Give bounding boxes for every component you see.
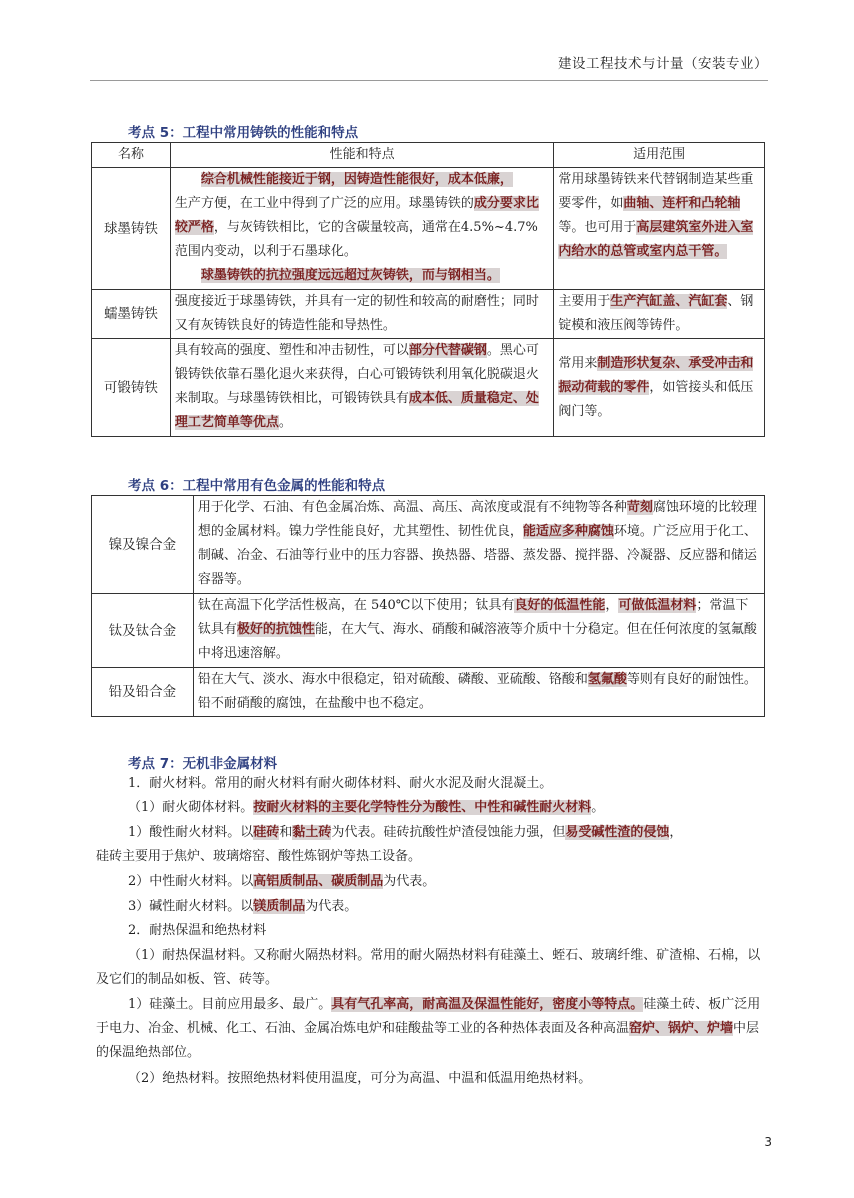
header-rule (90, 80, 768, 81)
highlight: 氢氟酸 (587, 672, 627, 687)
material-name: 蠕墨铸铁 (92, 290, 171, 339)
highlight: 窑炉、锅炉、炉墙 (629, 1021, 734, 1036)
material-name: 铅及铅合金 (92, 668, 194, 717)
text: 。 (278, 415, 292, 430)
text: 中层的保温绝热部位。 (96, 1021, 760, 1060)
page-number: 3 (764, 1135, 772, 1149)
highlight: 成分要求比较严格 (174, 196, 539, 235)
material-name: 球墨铸铁 (92, 168, 171, 290)
description-cell (193, 668, 764, 717)
highlight: 可做低温材料 (618, 598, 697, 613)
text: 能，在大气、海水、硝酸和碱溶液等介质中十分稳定。但在任何浓度的氢氟酸中将迅速溶解。 (197, 622, 757, 661)
text: 常用球墨铸铁来代替钢制造某些重要零件，如 (558, 172, 754, 211)
highlight: 能适应多种腐蚀 (522, 524, 614, 539)
text: 2）中性耐火材料。以 (128, 874, 254, 889)
running-header: 建设工程技术与计量（安装专业） (558, 56, 768, 72)
text: 生产方便，在工业中得到了广泛的应用。球墨铸铁的 (174, 196, 474, 211)
table-row (92, 290, 765, 339)
highlight: 综合机械性能接近于钢，因铸造性能很好，成本低廉， (200, 172, 513, 187)
table-header-row (92, 143, 765, 168)
scope-cell (554, 290, 765, 339)
text: ， (605, 598, 619, 613)
material-name: 镍及镍合金 (92, 496, 194, 594)
highlight: 制造形状复杂、承受冲击和振动荷载的零件 (558, 355, 754, 395)
highlight: 曲轴、连杆和凸轮轴 (623, 196, 741, 211)
text: ，与灰铸铁相比，它的含碳量较高，通常在4.5%~4.7%范围内变动，以利于石墨球化。 (174, 220, 538, 259)
scope-cell (554, 168, 765, 290)
text: 1）酸性耐火材料。以 (128, 825, 254, 840)
text: 1）硅藻土。目前应用最多、最广。 (128, 997, 332, 1012)
section-title-kp5: 考点 5：工程中常用铸铁的性能和特点 (128, 125, 359, 141)
text: 为代表。 (383, 874, 436, 889)
paragraph (96, 993, 766, 1065)
text: 3）碱性耐火材料。以 (128, 899, 254, 914)
description-cell (193, 496, 764, 594)
highlight: 苛刻 (626, 500, 653, 515)
text: 等。也可用于 (558, 220, 637, 235)
text: 用于化学、石油、有色金属冶炼、高温、高压、高浓度或混有不纯物等各种 (197, 500, 627, 515)
paragraph (96, 870, 766, 894)
highlight: 按耐火材料的主要化学特性分为酸性、中性和碱性耐火材料 (253, 800, 592, 815)
table-row (92, 339, 765, 437)
properties-cell (170, 339, 553, 437)
table-row (92, 668, 765, 717)
text: 腐蚀环境的比较理想的金属材料。镍力学性能良好，尤其塑性、韧性优良， (197, 500, 757, 539)
section-title-kp6: 考点 6：工程中常用有色金属的性能和特点 (128, 478, 386, 494)
text: ，如管接头和低压阀门等。 (558, 379, 754, 419)
table-row (92, 168, 765, 290)
text: ；常温下钛具有 (197, 598, 749, 637)
text: 具有较高的强度、塑性和冲击韧性，可以 (174, 343, 409, 358)
text: 、钢锭模和液压阀等铸件。 (558, 294, 754, 333)
paragraph: 2．耐热保温和绝热材料 (128, 923, 267, 938)
highlight: 镁质制品 (253, 899, 306, 914)
highlight: 易受碱性渣的侵蚀 (565, 825, 670, 840)
paragraph (96, 821, 766, 869)
text: 钛在高温下化学活性极高，在 540℃以下使用；钛具有 (197, 598, 515, 613)
highlight: 高层建筑室外进入室内给水的总管或室内总干管。 (558, 220, 754, 259)
highlight: 具有气孔率高，耐高温及保温性能好，密度小等特点。 (331, 997, 644, 1012)
text: （1）耐火砌体材料。 (128, 800, 254, 815)
text: 和 (279, 825, 293, 840)
text: ， (669, 825, 683, 840)
scope-cell (554, 339, 765, 437)
section-title-kp7: 考点 7：无机非金属材料 (128, 756, 278, 772)
highlight: 球墨铸铁的抗拉强度远远超过灰铸铁，而与钢相当。 (200, 268, 500, 283)
description-cell (193, 594, 764, 668)
highlight: 成本低、质量稳定、处理工艺简单等优点 (174, 391, 539, 430)
table-row (92, 496, 765, 594)
highlight: 高铝质制品、碳质制品 (253, 874, 384, 889)
column-header: 性能和特点 (170, 143, 553, 168)
highlight: 黏土砖 (292, 825, 332, 840)
paragraph: （2）绝热材料。按照绝热材料使用温度，可分为高温、中温和低温用绝热材料。 (128, 1071, 592, 1086)
paragraph: 1．耐火材料。常用的耐火材料有耐火砌体材料、耐火水泥及耐火混凝土。 (128, 776, 553, 791)
paragraph (96, 895, 766, 919)
column-header: 适用范围 (554, 143, 765, 168)
properties-cell (170, 168, 553, 290)
table-row (92, 594, 765, 668)
text: 等则有良好的耐蚀性。铅不耐硝酸的腐蚀，在盐酸中也不稳定。 (197, 672, 757, 711)
text: 环境。广泛应用于化工、制碱、冶金、石油等行业中的压力容器、换热器、塔器、蒸发器、搅拌器、冷凝器、反应器和储运容器等。 (197, 524, 757, 587)
material-name: 钛及钛合金 (92, 594, 194, 668)
text: 为代表。 (305, 899, 358, 914)
highlight: 硅砖 (253, 825, 280, 840)
properties-cell: 强度接近于球墨铸铁，并具有一定的韧性和较高的耐磨性；同时又有灰铸铁良好的铸造性能和导热性。 (170, 290, 553, 339)
column-header: 名称 (92, 143, 171, 168)
highlight: 良好的低温性能 (514, 598, 606, 613)
text: 硅砖主要用于焦炉、玻璃熔窑、酸性炼钢炉等热工设备。 (96, 849, 422, 864)
text: 铅在大气、淡水、海水中很稳定，铅对硫酸、磷酸、亚硫酸、铬酸和 (197, 672, 588, 687)
text: 。 (591, 800, 605, 815)
text: 常用来 (558, 355, 598, 371)
cast-iron-table (91, 142, 765, 437)
text: 硅藻土砖、板广泛用于电力、冶金、机械、化工、石油、金属冶炼电炉和硅酸盐等工业的各种热体表面及各种高温 (96, 997, 761, 1036)
material-name: 可锻铸铁 (92, 339, 171, 437)
text: 为代表。硅砖抗酸性炉渣侵蚀能力强，但 (331, 825, 566, 840)
paragraph: （1）耐热保温材料。又称耐火隔热材料。常用的耐火隔热材料有硅藻土、蛭石、玻璃纤维、矿渣棉、石棉，以及它们的制品如板、管、砖等。 (96, 948, 761, 987)
paragraph (96, 796, 766, 820)
text: 主要用于 (558, 294, 611, 309)
highlight: 生产汽缸盖、汽缸套 (610, 294, 728, 309)
text: 。黑心可锻铸铁依靠石墨化退火来获得，白心可锻铸铁利用氧化脱碳退火来制取。与球墨铸铁相比，可锻铸铁具有 (174, 343, 539, 406)
nonferrous-table (91, 495, 765, 717)
highlight: 极好的抗蚀性 (236, 622, 315, 637)
highlight: 部分代替碳钢 (408, 343, 487, 358)
